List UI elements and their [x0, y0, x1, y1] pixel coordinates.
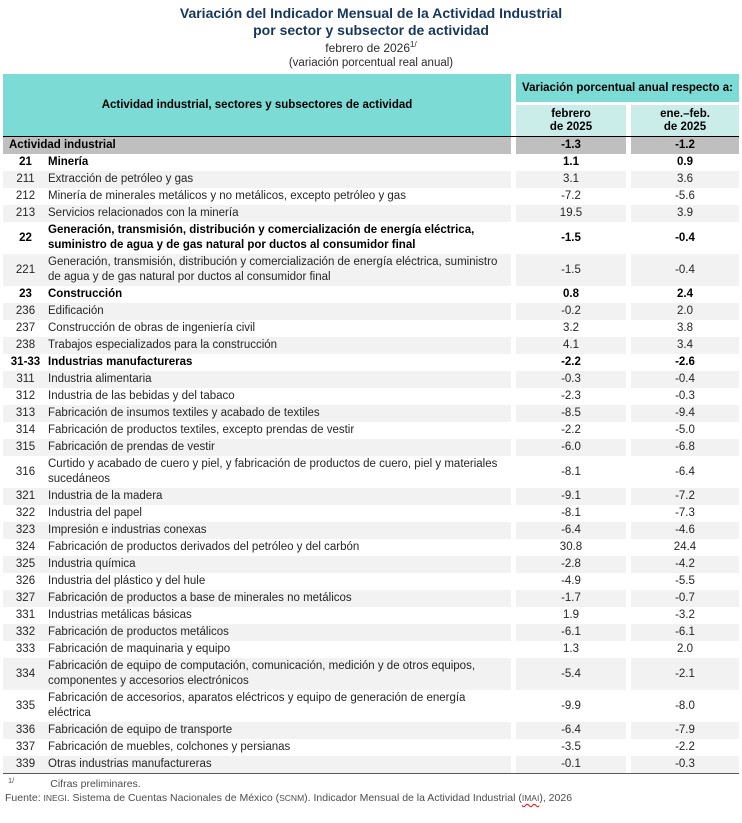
- table-row-21: [3, 154, 739, 171]
- table-row-22: [3, 222, 739, 254]
- row-name: Fabricación de insumos textiles y acabado de textiles: [48, 407, 320, 419]
- row-value-enefeb: -4.2: [631, 556, 739, 573]
- row-code: 238: [15, 339, 36, 351]
- row-value-feb: 1.9: [516, 607, 626, 624]
- row-value-enefeb: 3.4: [631, 337, 739, 354]
- row-activity-cell: [3, 171, 511, 188]
- row-code: 339: [15, 758, 36, 770]
- row-value-feb: -6.1: [516, 624, 626, 641]
- row-value-feb: -8.1: [516, 456, 626, 488]
- table-row-331: [3, 607, 739, 624]
- column-header-enefeb-2025: [631, 105, 739, 136]
- row-value-feb: -2.8: [516, 556, 626, 573]
- row-activity-cell: [3, 722, 511, 739]
- row-activity-cell: [3, 539, 511, 556]
- row-value-feb: 1.3: [516, 641, 626, 658]
- row-value-enefeb: -3.2: [631, 607, 739, 624]
- row-activity-cell: [3, 188, 511, 205]
- row-activity-cell: [3, 320, 511, 337]
- row-code: 313: [15, 407, 36, 419]
- row-activity-cell: [3, 137, 511, 154]
- period-text: febrero de 2026: [325, 41, 411, 55]
- row-code: 315: [15, 441, 36, 453]
- table-row-312: [3, 388, 739, 405]
- column-header-enefeb-line2: de 2025: [663, 120, 707, 133]
- row-code: 331: [15, 609, 36, 621]
- row-activity-cell: [3, 607, 511, 624]
- row-activity-cell: [3, 573, 511, 590]
- row-value-feb: -8.5: [516, 405, 626, 422]
- row-code: 327: [15, 592, 36, 604]
- row-name: Fabricación de productos textiles, excepto prendas de vestir: [48, 424, 355, 436]
- row-name: Industria del papel: [48, 507, 142, 519]
- row-value-enefeb: -6.8: [631, 439, 739, 456]
- row-code: 314: [15, 424, 36, 436]
- row-activity-cell: [3, 422, 511, 439]
- footnote-line: [5, 777, 742, 791]
- row-value-enefeb: -7.9: [631, 722, 739, 739]
- row-code: 213: [15, 207, 36, 219]
- row-name: Minería de minerales metálicos y no metálicos, excepto petróleo y gas: [48, 190, 406, 202]
- row-code: 337: [15, 741, 36, 753]
- row-name: Industria alimentaria: [48, 373, 152, 385]
- table-row-313: [3, 405, 739, 422]
- row-value-feb: -1.7: [516, 590, 626, 607]
- table-row-316: [3, 456, 739, 488]
- row-activity-cell: [3, 505, 511, 522]
- table-row-311: [3, 371, 739, 388]
- row-name: Industria de las bebidas y del tabaco: [48, 390, 235, 402]
- table-row-336: [3, 722, 739, 739]
- row-value-enefeb: -0.4: [631, 222, 739, 254]
- row-activity-cell: [3, 286, 511, 303]
- table-row-314: [3, 422, 739, 439]
- row-code: 336: [15, 724, 36, 736]
- row-name: Extracción de petróleo y gas: [48, 173, 194, 185]
- row-code: 21: [19, 156, 32, 168]
- row-activity-cell: [3, 222, 511, 254]
- row-code: 324: [15, 541, 36, 553]
- row-value-feb: 3.1: [516, 171, 626, 188]
- row-code: 22: [19, 231, 32, 244]
- row-value-enefeb: -7.3: [631, 505, 739, 522]
- row-name: Curtido y acabado de cuero y piel, y fabricación de productos de cuero, piel y materiales sucedáneos: [48, 458, 498, 485]
- row-value-enefeb: -7.2: [631, 488, 739, 505]
- row-value-feb: -1.5: [516, 222, 626, 254]
- row-activity-cell: [3, 388, 511, 405]
- row-value-feb: -6.4: [516, 522, 626, 539]
- row-value-enefeb: -0.7: [631, 590, 739, 607]
- row-code: 31-33: [10, 356, 41, 368]
- row-activity-cell: [3, 205, 511, 222]
- row-activity-cell: [3, 522, 511, 539]
- row-value-feb: -2.2: [516, 422, 626, 439]
- row-name: Edificación: [48, 305, 104, 317]
- row-value-enefeb: -2.1: [631, 658, 739, 690]
- source-scnm: SCNM: [279, 793, 305, 803]
- column-header-activity: Actividad industrial, sectores y subsectores de actividad: [3, 74, 511, 136]
- row-value-feb: -9.1: [516, 488, 626, 505]
- table-row-335: [3, 690, 739, 722]
- table-body: [3, 136, 739, 774]
- row-value-enefeb: -2.6: [631, 354, 739, 371]
- row-name: Fabricación de accesorios, aparatos eléctricos y equipo de generación de energía eléctrica: [48, 692, 466, 719]
- row-value-feb: -6.0: [516, 439, 626, 456]
- row-name: Fabricación de equipo de computación, comunicación, medición y de otros equipos, componentes y accesorios electrónicos: [48, 660, 476, 687]
- table-row-325: [3, 556, 739, 573]
- row-code: 236: [15, 305, 36, 317]
- row-value-feb: 19.5: [516, 205, 626, 222]
- table-row-334: [3, 658, 739, 690]
- table-row-213: [3, 205, 739, 222]
- row-value-enefeb: 3.8: [631, 320, 739, 337]
- row-value-feb: -6.4: [516, 722, 626, 739]
- source-line: [5, 791, 742, 805]
- row-code: 321: [15, 490, 36, 502]
- row-activity-cell: [3, 641, 511, 658]
- row-code: 221: [15, 263, 36, 276]
- row-name: Fabricación de productos metálicos: [48, 626, 229, 638]
- row-name: Fabricación de maquinaria y equipo: [48, 643, 231, 655]
- row-activity-cell: [3, 658, 511, 690]
- period-footnote-marker: 1/: [410, 40, 417, 49]
- row-value-feb: -8.1: [516, 505, 626, 522]
- row-code: 212: [15, 190, 36, 202]
- table-row-212: [3, 188, 739, 205]
- row-code: 334: [15, 667, 36, 680]
- source-prefix: Fuente:: [5, 792, 44, 804]
- footnote-marker: 1/: [8, 775, 15, 785]
- row-value-feb: -2.2: [516, 354, 626, 371]
- row-value-feb: -0.2: [516, 303, 626, 320]
- row-value-enefeb: -0.4: [631, 254, 739, 286]
- row-value-enefeb: -1.2: [631, 137, 739, 154]
- row-name: Trabajos especializados para la construcción: [48, 339, 278, 351]
- row-value-enefeb: -5.0: [631, 422, 739, 439]
- row-activity-cell: [3, 439, 511, 456]
- source-imai: IMAI: [521, 793, 540, 803]
- source-suffix: ), 2026: [539, 792, 573, 804]
- row-value-feb: -1.5: [516, 254, 626, 286]
- row-value-feb: -9.9: [516, 690, 626, 722]
- table-row-321: [3, 488, 739, 505]
- row-value-enefeb: 2.0: [631, 303, 739, 320]
- row-value-feb: 1.1: [516, 154, 626, 171]
- row-name: Generación, transmisión, distribución y comercialización de energía eléctrica, suministro de agua y de gas natural por ductos al consumidor final: [48, 256, 498, 283]
- row-name: Industrias metálicas básicas: [48, 609, 192, 621]
- table-header: [3, 74, 739, 136]
- column-header-feb-2025: [516, 105, 626, 136]
- row-name: Fabricación de equipo de transporte: [48, 724, 233, 736]
- table-row-31-33: [3, 354, 739, 371]
- row-value-enefeb: -9.4: [631, 405, 739, 422]
- row-value-enefeb: 3.6: [631, 171, 739, 188]
- row-activity-cell: [3, 556, 511, 573]
- report-title-line1: Variación del Indicador Mensual de la Actividad Industrial: [179, 5, 563, 21]
- row-value-enefeb: 3.9: [631, 205, 739, 222]
- row-code: 211: [16, 173, 35, 185]
- row-code: 326: [15, 575, 36, 587]
- row-activity-cell: [3, 371, 511, 388]
- row-name: Impresión e industrias conexas: [48, 524, 207, 536]
- source-inegi: INEGI: [43, 793, 67, 803]
- row-name: Fabricación de productos derivados del petróleo y del carbón: [48, 541, 360, 553]
- row-code: 23: [19, 288, 32, 300]
- row-value-enefeb: -5.6: [631, 188, 739, 205]
- row-value-enefeb: 0.9: [631, 154, 739, 171]
- row-name: Fabricación de prendas de vestir: [48, 441, 215, 453]
- row-name: Fabricación de muebles, colchones y persianas: [48, 741, 291, 753]
- table-row-339: [3, 756, 739, 773]
- row-value-enefeb: -4.6: [631, 522, 739, 539]
- row-value-feb: -1.3: [516, 137, 626, 154]
- row-value-feb: -2.3: [516, 388, 626, 405]
- row-name: Actividad industrial: [9, 139, 116, 151]
- footnotes: [5, 777, 742, 805]
- column-header-feb-line1: febrero: [551, 107, 591, 120]
- data-table: [3, 74, 739, 774]
- row-code: 332: [15, 626, 36, 638]
- report-subtitle: (variación porcentual real anual): [288, 57, 454, 69]
- row-name: Industrias manufactureras: [48, 356, 193, 368]
- row-value-feb: 3.2: [516, 320, 626, 337]
- table-header-right: [516, 74, 739, 136]
- table-row-236: [3, 303, 739, 320]
- row-value-feb: 0.8: [516, 286, 626, 303]
- table-row-actividad-industrial: [3, 137, 739, 154]
- table-row-333: [3, 641, 739, 658]
- row-value-feb: -4.9: [516, 573, 626, 590]
- row-name: Construcción de obras de ingeniería civil: [48, 322, 256, 334]
- footnote-text: Cifras preliminares.: [50, 778, 141, 790]
- row-value-enefeb: -0.3: [631, 388, 739, 405]
- row-name: Generación, transmisión, distribución y comercialización de energía eléctrica, suministro de agua y de gas natural por ductos al consumidor final: [48, 224, 475, 251]
- row-activity-cell: [3, 337, 511, 354]
- row-code: 237: [15, 322, 36, 334]
- table-row-332: [3, 624, 739, 641]
- table-row-322: [3, 505, 739, 522]
- row-activity-cell: [3, 456, 511, 488]
- row-activity-cell: [3, 254, 511, 286]
- row-value-enefeb: 2.4: [631, 286, 739, 303]
- table-row-211: [3, 171, 739, 188]
- row-code: 311: [16, 373, 35, 385]
- table-row-237: [3, 320, 739, 337]
- table-row-23: [3, 286, 739, 303]
- row-name: Industria química: [48, 558, 136, 570]
- column-header-enefeb-line1: ene.–feb.: [660, 107, 710, 120]
- row-value-enefeb: -6.1: [631, 624, 739, 641]
- row-activity-cell: [3, 590, 511, 607]
- row-value-feb: -0.1: [516, 756, 626, 773]
- table-row-323: [3, 522, 739, 539]
- row-value-enefeb: -6.4: [631, 456, 739, 488]
- row-activity-cell: [3, 354, 511, 371]
- table-row-221: [3, 254, 739, 286]
- row-value-enefeb: -5.5: [631, 573, 739, 590]
- row-value-enefeb: 24.4: [631, 539, 739, 556]
- row-value-enefeb: -0.3: [631, 756, 739, 773]
- row-value-enefeb: 2.0: [631, 641, 739, 658]
- row-activity-cell: [3, 405, 511, 422]
- row-code: 323: [15, 524, 36, 536]
- row-value-feb: -5.4: [516, 658, 626, 690]
- column-group-header: Variación porcentual anual respecto a:: [516, 74, 739, 102]
- row-activity-cell: [3, 154, 511, 171]
- report-period: [0, 41, 742, 56]
- row-name: Construcción: [48, 288, 123, 300]
- row-code: 322: [15, 507, 36, 519]
- table-row-327: [3, 590, 739, 607]
- column-subheaders: [516, 105, 739, 136]
- row-value-enefeb: -8.0: [631, 690, 739, 722]
- row-value-enefeb: -0.4: [631, 371, 739, 388]
- row-code: 316: [15, 465, 36, 478]
- row-activity-cell: [3, 303, 511, 320]
- table-row-238: [3, 337, 739, 354]
- row-activity-cell: [3, 690, 511, 722]
- row-value-feb: -7.2: [516, 188, 626, 205]
- row-activity-cell: [3, 756, 511, 773]
- table-row-324: [3, 539, 739, 556]
- table-row-326: [3, 573, 739, 590]
- report-title-line2: por sector y subsector de actividad: [253, 22, 489, 38]
- row-value-feb: -3.5: [516, 739, 626, 756]
- row-name: Industria de la madera: [48, 490, 163, 502]
- column-header-feb-line2: de 2025: [549, 120, 593, 133]
- row-value-feb: 4.1: [516, 337, 626, 354]
- row-code: 325: [15, 558, 36, 570]
- row-value-feb: 30.8: [516, 539, 626, 556]
- source-mid1: . Sistema de Cuentas Nacionales de México (: [66, 792, 280, 804]
- row-name: Minería: [48, 156, 89, 168]
- row-name: Otras industrias manufactureras: [48, 758, 212, 770]
- row-code: 333: [15, 643, 36, 655]
- row-activity-cell: [3, 624, 511, 641]
- row-code: 312: [15, 390, 36, 402]
- table-row-315: [3, 439, 739, 456]
- source-mid2: ). Indicador Mensual de la Actividad Industrial (: [304, 792, 522, 804]
- row-name: Industria del plástico y del hule: [48, 575, 206, 587]
- table-row-337: [3, 739, 739, 756]
- row-value-feb: -0.3: [516, 371, 626, 388]
- row-activity-cell: [3, 739, 511, 756]
- row-name: Servicios relacionados con la minería: [48, 207, 239, 219]
- row-value-enefeb: -2.2: [631, 739, 739, 756]
- row-activity-cell: [3, 488, 511, 505]
- row-name: Fabricación de productos a base de minerales no metálicos: [48, 592, 352, 604]
- row-code: 335: [15, 699, 36, 712]
